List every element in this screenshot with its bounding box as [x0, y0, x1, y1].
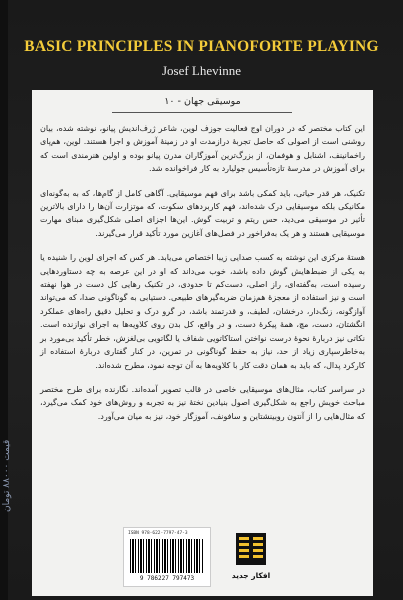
blurb-paragraph: در سراسر کتاب، مثال‌های موسیقایی خاصی در قالب تصویر آمده‌اند. نگارنده برای طرح مختصر مباحث خویش راجع به شکل‌گیری اصول بنیادین نختهٔ نیز به تجربه و روش‌های خود کمک می‌گیرد، که مثال‌هایی را از آنتون روبینشتاین و سافونف، آموزگار خود، نیز به میان می‌آورد.: [40, 384, 365, 421]
blurb-paragraph: تکنیک، هر قدر حیاتی، باید کمکی باشد برای فهم موسیقایی. آگاهی کامل از گام‌ها، که به به‌گونه‌ای مکانیکی بلکه موسیقایی درک شده‌اند، فهم کاربردهای سکوت، که موتزارت آن‌ها را دارای بالاترین تأثیر در موسیقی می‌دید، حس ریتم و تربیت گوش. این‌ها اجزای اصلی شکل‌گیری مبنای مهارت موسیقایی هستند و هر یک به‌فراخور در فصل‌های آغازین مورد تأکید قرار می‌گیرند.: [40, 188, 365, 238]
blurb-paragraph: هستهٔ مرکزی این نوشته به کسب صدایی زیبا اختصاص می‌یابد. هر کس که اجرای لوین را شنیده یا به یکی از ضبط‌هایش گوش داده باشد، خوب می‌داند که او در این عرصه به چه دستاوردهایی رسیده است، به‌گفته‌ای، راز اصلی، دست‌کم تا حدودی، در تکنیک رهایی کل دست در هوا نهفته است و نیز استفاده از معجزهٔ هم‌زمان ضربه‌گیرهای طبیعی. دستیابی به گوناگونی صدا، که می‌تواند آوازگونه، زنگ‌دار، درخشان، لطیف، و قدرتمند باشد، در گرو درک و تحلیل دقیق راه‌های عملکرد انگشتان، دست، مچ، همهٔ پیکرهٔ دست، و در واقع، کل بدن روی کلاویه‌ها به اجرای نوازنده است. نکاتی نیز دربارهٔ نحوهٔ درست نواختن استاکاتویی شفاف یا لگاتویی بی‌لغزش، خطر تأکید بی‌مورد بر به‌خاطرسپاری زیاد از حد، نیاز به حفظ گوناگونی در تمرین، در کنار گفتاری دربارهٔ استفاده از کارکرد پدال، که باید به همان دقت کار با کلاویه‌ها به آن توجه نمود، مطرح شده‌اند.: [40, 253, 365, 370]
blurb-text: [40, 122, 365, 434]
book-title: BASIC PRINCIPLES IN PIANOFORTE PLAYING: [24, 38, 379, 55]
blurb-paragraph: این کتاب مختصر که در دوران اوج فعالیت جوزف لوین، شاعر ژرف‌اندیش پیانو، نوشته شده، بیان روشنی است از اصولی که حاصل تجربهٔ درازمدت او در زمینهٔ آموزش و اجرا هستند. لوین، هم‌پای راخمانینف، اشنابل و هوفمان، از بزرگ‌ترین آموزگاران مدرن پیانو بوده و اولین هنرمندی است که برای آموزش در مدرسهٔ تازه‌تأسیس جولیارد به کار فراخوانده شد.: [40, 124, 365, 174]
publisher-name: افکار جدید: [231, 571, 271, 580]
barcode-bars: [130, 539, 204, 573]
series-label: موسیقی جهان - ۱۰: [164, 96, 241, 107]
barcode: [123, 527, 211, 587]
barcode-number: 9 786227 797473: [139, 575, 195, 582]
divider-line: [112, 112, 292, 113]
price-stamp: قیمت ۸۸۰۰۰ تومان: [2, 440, 12, 513]
isbn-label: ISBN 978-622-7797-47-3: [128, 531, 188, 536]
author-name: Josef Lhevinne: [161, 63, 242, 78]
book-stack-icon: [234, 529, 268, 569]
publisher-logo: [230, 527, 272, 585]
